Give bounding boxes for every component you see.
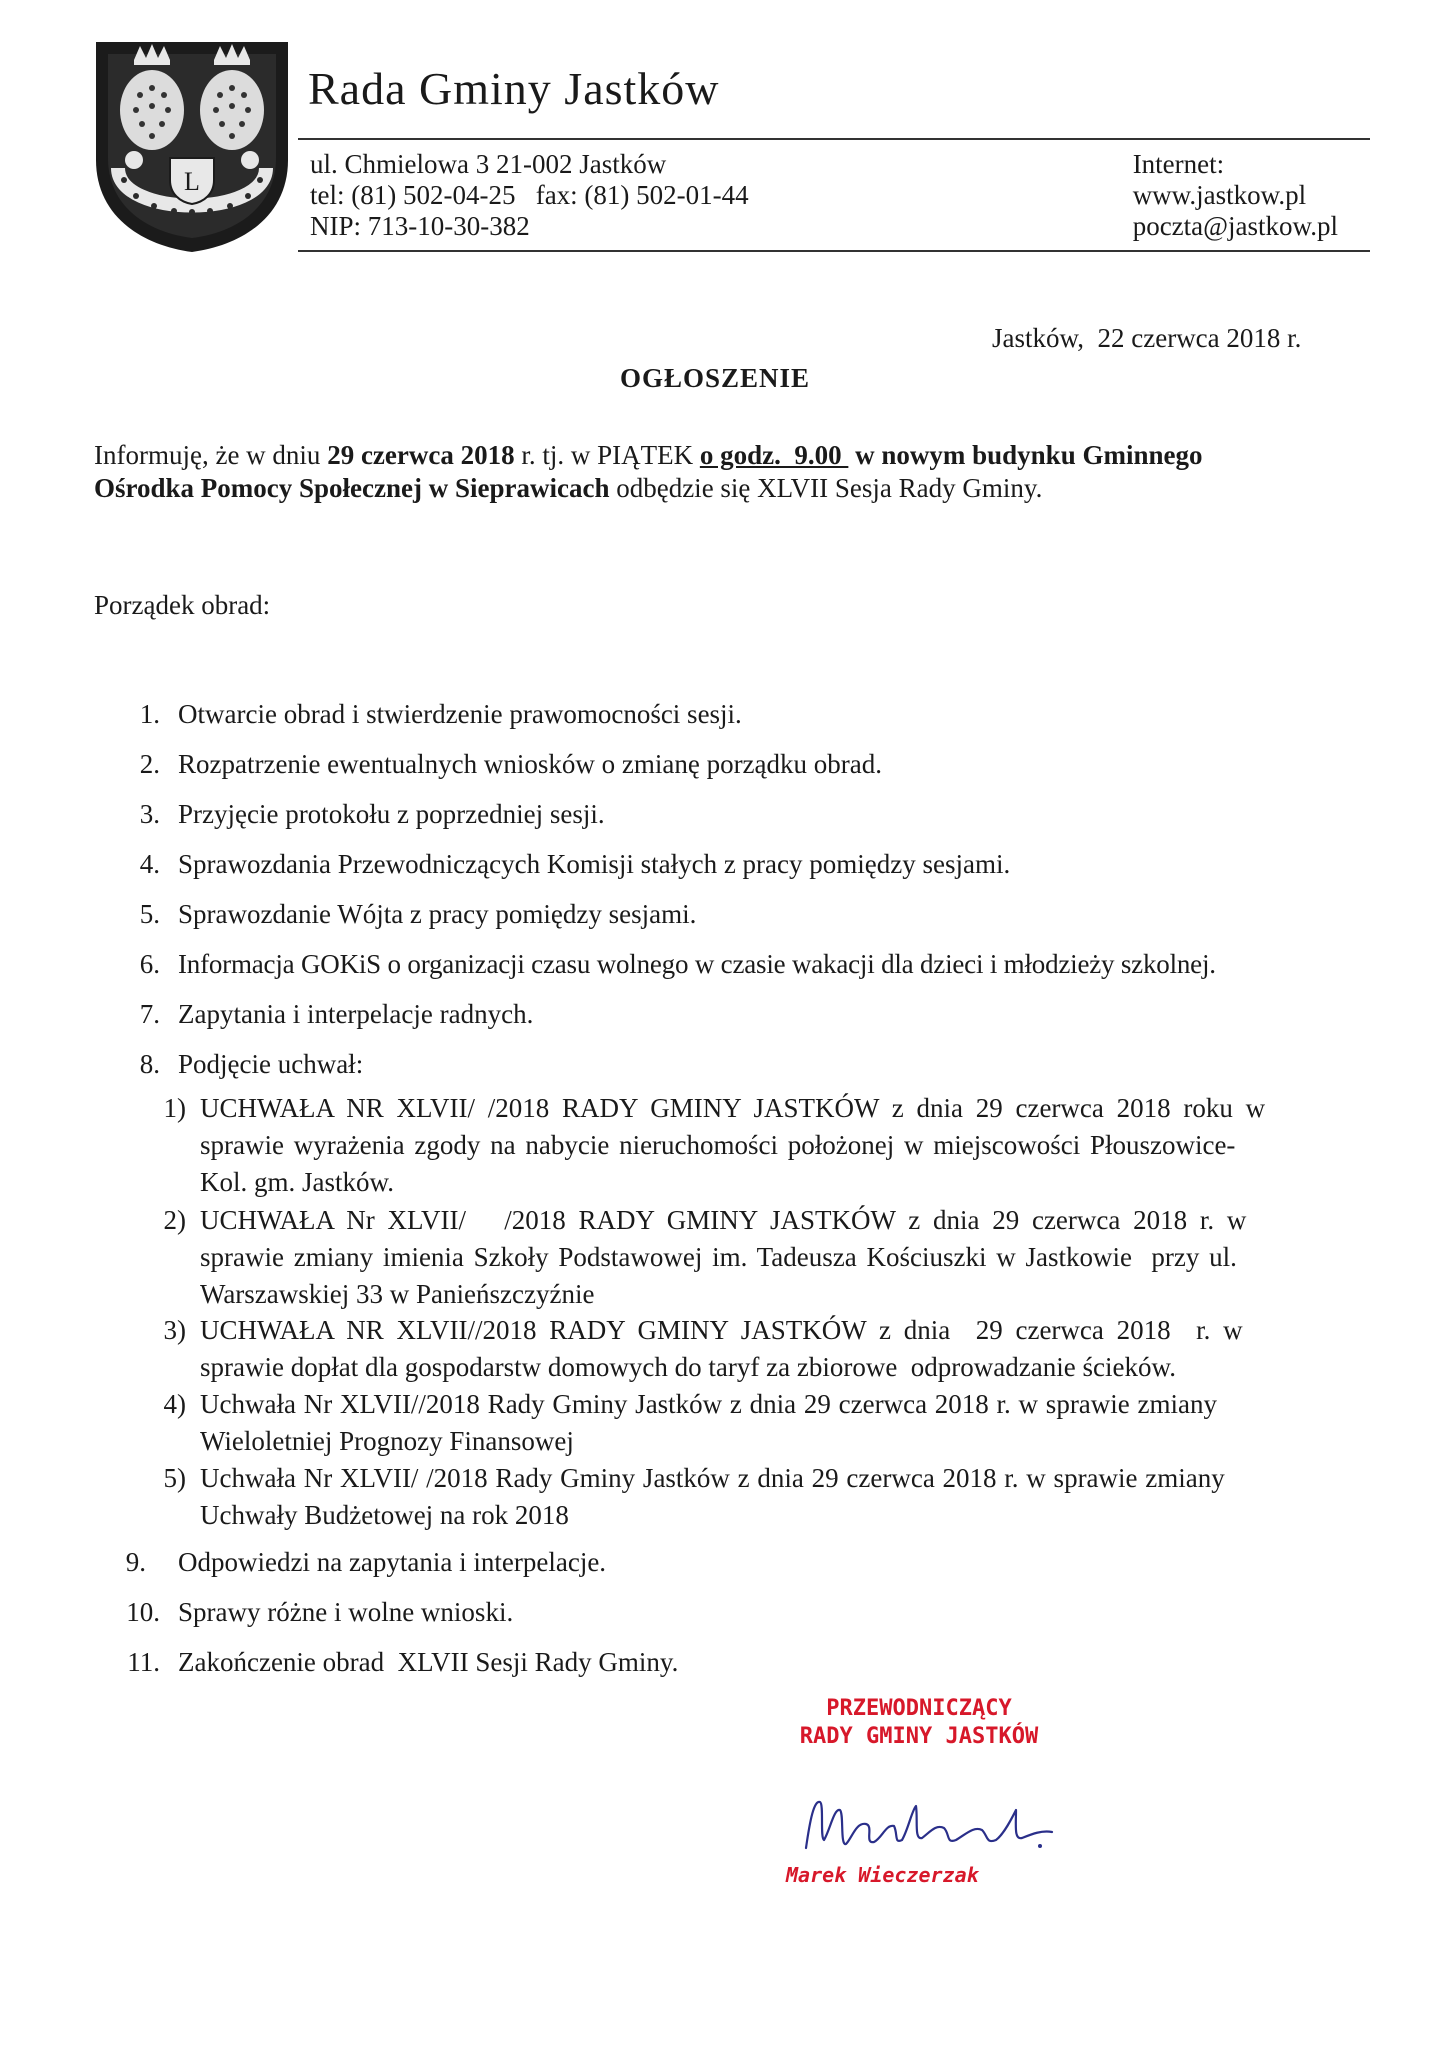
session-date: 29 czerwca 2018	[327, 440, 515, 470]
agenda-item-text: Informacja GOKiS o organizacji czasu wolnego w czasie wakacji dla dzieci i młodzieży szkolnej.	[178, 949, 1216, 979]
agenda-item-number: 2.	[139, 749, 160, 779]
resolution-number: 5)	[163, 1463, 186, 1493]
agenda-item-text: Zakończenie obrad XLVII Sesji Rady Gminy.	[178, 1647, 679, 1677]
agenda-item-number: 5.	[139, 899, 160, 929]
agenda-item-text: Otwarcie obrad i stwierdzenie prawomocności sesji.	[178, 699, 742, 729]
coat-of-arms-icon	[94, 40, 290, 254]
nip-line: NIP: 713-10-30-382	[310, 211, 530, 241]
resolution-number: 1)	[163, 1093, 186, 1123]
address-line: ul. Chmielowa 3 21-002 Jastków	[310, 149, 667, 179]
agenda-item-text: Zapytania i interpelacje radnych.	[178, 999, 534, 1029]
agenda-item-number: 10.	[126, 1597, 160, 1627]
stamp-title: PRZEWODNICZĄCY	[826, 1696, 1012, 1721]
email-link[interactable]: poczta@jastkow.pl	[1132, 211, 1338, 241]
resolution-line: sprawie dopłat dla gospodarstw domowych do taryf za zbiorowe odprowadzanie ścieków.	[200, 1352, 1176, 1382]
resolution-line: Uchwała Nr XLVII//2018 Rady Gminy Jastków z dnia 29 czerwca 2018 r. w sprawie zmiany	[200, 1389, 1217, 1419]
agenda-item-number: 1.	[139, 699, 160, 729]
intro-text-3: odbędzie się XLVII Sesja Rady Gminy.	[609, 473, 1043, 503]
resolution-number: 3)	[163, 1315, 186, 1345]
document-title	[0, 363, 1434, 394]
resolution-line: sprawie zmiany imienia Szkoły Podstawowej im. Tadeusza Kościuszki w Jastkowie przy ul.	[200, 1242, 1237, 1272]
resolution-number: 2)	[163, 1205, 186, 1235]
session-place-2: Ośrodka Pomocy Społecznej w Sieprawicach	[94, 473, 610, 503]
official-stamp	[754, 1695, 1084, 1751]
organization-name: Rada Gminy Jastków	[308, 63, 720, 114]
agenda-item-text: Przyjęcie protokołu z poprzedniej sesji.	[178, 799, 605, 829]
session-place-1: w nowym budynku Gminnego	[848, 440, 1203, 470]
agenda-item-number: 4.	[139, 849, 160, 879]
resolution-line: sprawie wyrażenia zgody na nabycie nieruchomości położonej w miejscowości Płouszowice-	[200, 1130, 1236, 1160]
announcement-intro	[94, 439, 1334, 505]
agenda-item-number: 6.	[139, 949, 160, 979]
agenda-item-number: 7.	[139, 999, 160, 1029]
agenda-item-text: Sprawy różne i wolne wnioski.	[178, 1597, 514, 1627]
agenda-item-text: Sprawozdania Przewodniczących Komisji stałych z pracy pomiędzy sesjami.	[178, 849, 1011, 879]
signatory-name: Marek Wieczerzak	[786, 1863, 979, 1887]
resolution-line: Warszawskiej 33 w Panieńszczyźnie	[200, 1279, 595, 1309]
internet-label: Internet:	[1132, 149, 1225, 179]
agenda-item-number: 9.	[125, 1547, 146, 1577]
resolution-line: Uchwała Nr XLVII/ /2018 Rady Gminy Jastków z dnia 29 czerwca 2018 r. w sprawie zmiany	[200, 1463, 1225, 1493]
agenda-item-text: Podjęcie uchwał:	[178, 1049, 364, 1079]
agenda-item-number: 11.	[127, 1647, 160, 1677]
web-contact-block	[1133, 149, 1338, 242]
agenda-item-text: Odpowiedzi na zapytania i interpelacje.	[178, 1547, 607, 1577]
contact-block	[310, 149, 749, 242]
handwritten-signature	[790, 1790, 1060, 1870]
document-date: Jastków, 22 czerwca 2018 r.	[992, 323, 1302, 353]
title-text: OGŁOSZENIE	[619, 363, 811, 393]
agenda-item-text: Sprawozdanie Wójta z pracy pomiędzy sesjami.	[178, 899, 697, 929]
intro-text-2: r. tj. w PIĄTEK	[514, 440, 700, 470]
resolution-line: Uchwały Budżetowej na rok 2018	[200, 1500, 569, 1530]
resolution-line: Kol. gm. Jastków.	[200, 1167, 394, 1197]
agenda-item-number: 3.	[139, 799, 160, 829]
agenda-item-number: 8.	[139, 1049, 160, 1079]
agenda-item-text: Rozpatrzenie ewentualnych wniosków o zmianę porządku obrad.	[178, 749, 883, 779]
stamp-body: RADY GMINY JASTKÓW	[799, 1724, 1039, 1749]
phone-fax-line: tel: (81) 502-04-25 fax: (81) 502-01-44	[310, 180, 749, 210]
header-divider-bottom	[298, 250, 1370, 252]
intro-text-1: Informuję, że w dniu	[94, 440, 328, 470]
header-divider-top	[298, 138, 1370, 140]
resolution-line: Wieloletniej Prognozy Finansowej	[200, 1426, 574, 1456]
session-time: o godz. 9.00	[699, 440, 849, 470]
resolution-line: UCHWAŁA NR XLVII/ /2018 RADY GMINY JASTKÓW z dnia 29 czerwca 2018 roku w	[200, 1093, 1266, 1123]
website-link[interactable]: www.jastkow.pl	[1132, 180, 1307, 210]
resolution-line: UCHWAŁA Nr XLVII/ /2018 RADY GMINY JASTKÓW z dnia 29 czerwca 2018 r. w	[200, 1205, 1247, 1235]
resolution-line: UCHWAŁA NR XLVII//2018 RADY GMINY JASTKÓW z dnia 29 czerwca 2018 r. w	[200, 1315, 1243, 1345]
agenda-label: Porządek obrad:	[94, 590, 271, 620]
resolution-number: 4)	[163, 1389, 186, 1419]
svg-text:L: L	[184, 167, 200, 196]
